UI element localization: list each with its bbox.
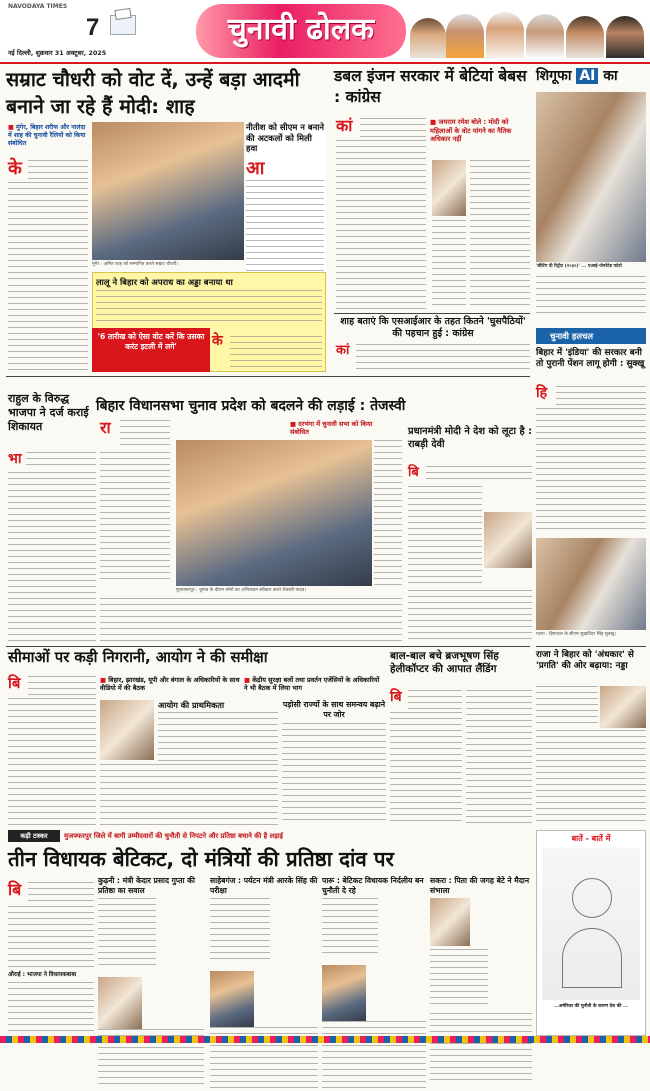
- story2-photo: [432, 160, 466, 216]
- story2-text-col1: [336, 140, 426, 310]
- rahul-divider: [6, 376, 530, 377]
- cartoon-title: बातें - बातें में: [571, 834, 611, 843]
- heli-text: [408, 690, 462, 710]
- rabri-text-3: [408, 590, 532, 642]
- border-box2-title: पड़ोसी राज्यों के साथ समन्वय बढ़ाने पर जोर: [282, 700, 386, 719]
- story2-headline: डबल इंजन सरकार में बेटियां बेबस : कांग्रेस: [334, 67, 527, 106]
- bottom-strap: मुजफ्फरपुर जिले में बागी उम्मीदवारों की चुनौती से निपटने और प्रतिष्ठा बचाने की है लड़ाई: [64, 832, 283, 840]
- heli-text-2: [390, 712, 462, 826]
- bottom-col-2: [210, 876, 318, 1034]
- tejashwi-photo: [176, 440, 372, 586]
- bottom-col-3-head: पारू : बेटिकट विधायक निर्दलीय बन चुनौती दे रहे: [322, 876, 424, 895]
- heli-headline: बाल-बाल बचे ब्रजभूषण सिंह हेलीकॉप्टर की आपात लैंडिंग: [390, 650, 499, 675]
- border-box1-title: आयोग की प्राथमिकता: [158, 700, 225, 710]
- shigufa-label: शिगूफा: [536, 68, 572, 84]
- border-divider: [6, 646, 530, 647]
- story3-headline: शाह बताएं कि एसआईआर के तहत कितने 'घुसपैठियों' की पहचान हुई : कांग्रेस: [340, 316, 526, 339]
- tejashwi-bullet: ■ दरभंगा में चुनावी सभा को किया संबोधित: [290, 420, 384, 436]
- raja-text-2: [536, 730, 646, 826]
- highlight-text-2: [230, 336, 322, 370]
- rahul-text-2: [8, 472, 96, 642]
- bottom-headline: तीन विधायक बेटिकट, दो मंत्रियों की प्रतिष्ठा दांव पर: [8, 847, 394, 871]
- section-label-halchal: [536, 328, 646, 344]
- section-label-text: चुनावी हलचल: [550, 331, 593, 341]
- masthead: [0, 0, 650, 62]
- paper-name: NAVODAYA TIMES: [8, 3, 68, 10]
- tejashwi-text: [120, 420, 170, 450]
- story2-bullet: ■ जयराम रमेश बोले : मोदी को महिलाओं के वोट मांगने का नैतिक अधिकार नहीं: [430, 118, 530, 144]
- lead-text-lower: [8, 285, 88, 373]
- bottom-col-2-head: साहेबगंज : पर्यटन मंत्री आरके सिंह की परीक्षा: [210, 876, 318, 895]
- story2-text-col1-top: [360, 118, 426, 138]
- tb-dropcap: हि: [536, 385, 548, 401]
- lead-text-col1-top: [28, 160, 88, 180]
- story3-text: [356, 344, 530, 374]
- lead-bullet: ■ मुंगेर, बिहार शरीफ और नालंदा में शाह की चुनावी रैलियों को किया संबोधित: [8, 124, 90, 148]
- bottom-col-4: [430, 876, 532, 1034]
- bottom-col-3-photo: [322, 965, 366, 1021]
- border-text-3: [100, 764, 278, 826]
- bottom-dropcap: बि: [8, 880, 22, 899]
- border-text-2: [8, 698, 96, 826]
- bottom-text-col0c: [8, 982, 94, 1032]
- rabri-text-2: [408, 486, 482, 586]
- ballot-box-icon: [110, 15, 136, 35]
- heli-dropcap: बि: [390, 689, 402, 705]
- raja-caption: पटना : हिमाचल के सीएम सुखविंदर सिंह सुक्खू।: [536, 632, 616, 637]
- border-text: [28, 676, 96, 696]
- tejashwi-text-3: [374, 440, 402, 586]
- nadda-photo: [600, 686, 646, 728]
- shigufa-photo: [536, 92, 646, 262]
- border-bullet-1: ■ बिहार, झारखंड, यूपी और बंगाल के अधिकारियों के साथ वीडियो में की बैठक: [100, 676, 240, 692]
- border-box2: [282, 700, 386, 826]
- raja-divider: [536, 646, 646, 647]
- tejashwi-text-2: [100, 452, 170, 584]
- quote-dropcap: आ: [246, 157, 265, 179]
- story2-text-col2b: [432, 220, 466, 310]
- bottom-text-col0: [28, 882, 94, 904]
- footer-strip: [0, 1036, 650, 1043]
- rabri-headline: प्रधानमंत्री मोदी ने देश को लूटा है : राबड़ी देवी: [408, 426, 532, 450]
- leaders-portraits: [410, 4, 646, 58]
- tejashwi-dropcap: रा: [100, 418, 111, 437]
- tb-text-2: [536, 408, 646, 532]
- bottom-col-4-head: सकरा : पिता की जगह बेटे ने मैदान संभाला: [430, 876, 530, 895]
- story2-dropcap: कां: [336, 116, 353, 135]
- border-bullet-2: ■ केंद्रीय सुरक्षा बलों तथा प्रवर्तन एजेंसियों के अधिकारियों ने भी बैठक में लिया भाग: [244, 676, 384, 692]
- border-photo: [100, 700, 154, 760]
- bottom-col-1-head: कुढ़नी : मंत्री केदार प्रसाद गुप्ता की प्रतिष्ठा का सवाल: [98, 876, 195, 895]
- rabri-photo: [484, 512, 532, 568]
- bottom-col-1: [98, 876, 204, 1034]
- tb-headline: बिहार में 'इंडिया' की सरकार बनी तो पुरानी पेंशन लागू होगी : सुक्खू: [536, 348, 645, 369]
- shigufa-suffix: का: [603, 68, 618, 84]
- shigufa-caption: 'बीटिंग दी रिट्रीट (२०३०)' ... एआई-जेनरेटेड फोटो: [536, 264, 622, 269]
- shigufa-ai-badge: AI: [576, 68, 598, 84]
- story2-text-col2: [470, 160, 530, 310]
- highlight-headline: लालू ने बिहार को अपराध का अड्डा बनाया था: [96, 277, 233, 287]
- rabri-text: [426, 466, 532, 484]
- page-number: 7: [86, 14, 100, 41]
- red-banner-text: '6 तारीख को ऐसा वोट करें कि उसका करंट इटली में लगे': [97, 332, 205, 351]
- bottom-kicker: कड़ी टक्कर: [8, 830, 60, 842]
- tejashwi-caption: मुजफ्फरपुर : चुनाव के दौरान लोगों का अभिवादन स्वीकार करते तेजस्वी यादव।: [176, 588, 306, 593]
- border-headline: सीमाओं पर कड़ी निगरानी, आयोग ने की समीक्षा: [8, 649, 268, 666]
- tb-text: [556, 386, 646, 406]
- bottom-col-2-text: [210, 898, 270, 964]
- bottom-col-4-text2: [430, 1013, 532, 1083]
- raja-headline: राजा ने बिहार को 'अंधकार' से 'प्रगति' की ओर बढ़ाया: नड्डा: [536, 650, 634, 671]
- rabri-dropcap: बि: [408, 465, 419, 480]
- lead-photo-caption: मुंगेर : अमित शाह को सम्मानित करते सम्राट चौधरी।: [92, 262, 178, 267]
- bottom-text-col0b: [8, 906, 94, 972]
- rahul-text: [26, 452, 96, 470]
- bottom-col-4-photo: [430, 898, 470, 946]
- heli-text-3: [466, 690, 532, 826]
- highlight-text: [96, 290, 322, 326]
- story3-dropcap: कां: [336, 343, 350, 358]
- masthead-title: चुनावी ढोलक: [196, 4, 406, 58]
- bottom-subhead-0: औराई : भाजपा ने विधायकबाबा: [8, 972, 77, 978]
- dateline: नई दिल्ली, शुक्रवार 31 अक्टूबर, 2025: [8, 49, 107, 57]
- tejashwi-headline: बिहार विधानसभा चुनाव प्रदेश को बदलने की लड़ाई : तेजस्वी: [96, 398, 406, 414]
- border-box2-text: [282, 723, 386, 825]
- bottom-col-3: [322, 876, 426, 1034]
- bottom-col-3-text2: [322, 1021, 426, 1091]
- story3-divider: [334, 313, 530, 314]
- shigufa-text: [536, 276, 646, 316]
- rahul-headline: राहुल के विरुद्ध भाजपा ने दर्ज कराई शिकायत: [8, 392, 89, 433]
- shigufa-heading: [536, 66, 646, 90]
- bottom-col-3-text: [322, 898, 378, 958]
- lead-photo: [92, 122, 244, 260]
- quote-box-text: [246, 180, 324, 284]
- bottom-col-2-photo: [210, 971, 254, 1027]
- tejashwi-text-4: [100, 598, 402, 642]
- rahul-dropcap: भा: [8, 451, 22, 467]
- raja-text: [536, 686, 598, 726]
- border-box1-text: [158, 712, 278, 762]
- lead-quote-box: [246, 122, 326, 282]
- cartoon-drawing: [542, 848, 640, 1000]
- bottom-col-4-text: [430, 949, 488, 1009]
- masthead-divider: [0, 62, 650, 64]
- bottom-col-1-text: [98, 898, 156, 970]
- lead-text: [8, 182, 88, 282]
- cartoon-caption: ...अमेरिका की चुनौती के कारण देश की ...: [554, 1004, 628, 1009]
- bottom-col-1-photo: [98, 977, 142, 1029]
- sukkhu-photo: [536, 538, 646, 630]
- quote-box-title: नीतीश को सीएम न बनाने की अटकलों को मिली हवा: [246, 122, 325, 153]
- highlight-red-banner: [92, 328, 210, 372]
- highlight-dropcap: के: [212, 333, 223, 349]
- lead-headline: सम्राट चौधरी को वोट दें, उन्हें बड़ा आदमी बनाने जा रहे हैं मोदी: शाह: [6, 68, 300, 118]
- border-dropcap: बि: [8, 674, 21, 692]
- lead-dropcap: के: [8, 158, 22, 179]
